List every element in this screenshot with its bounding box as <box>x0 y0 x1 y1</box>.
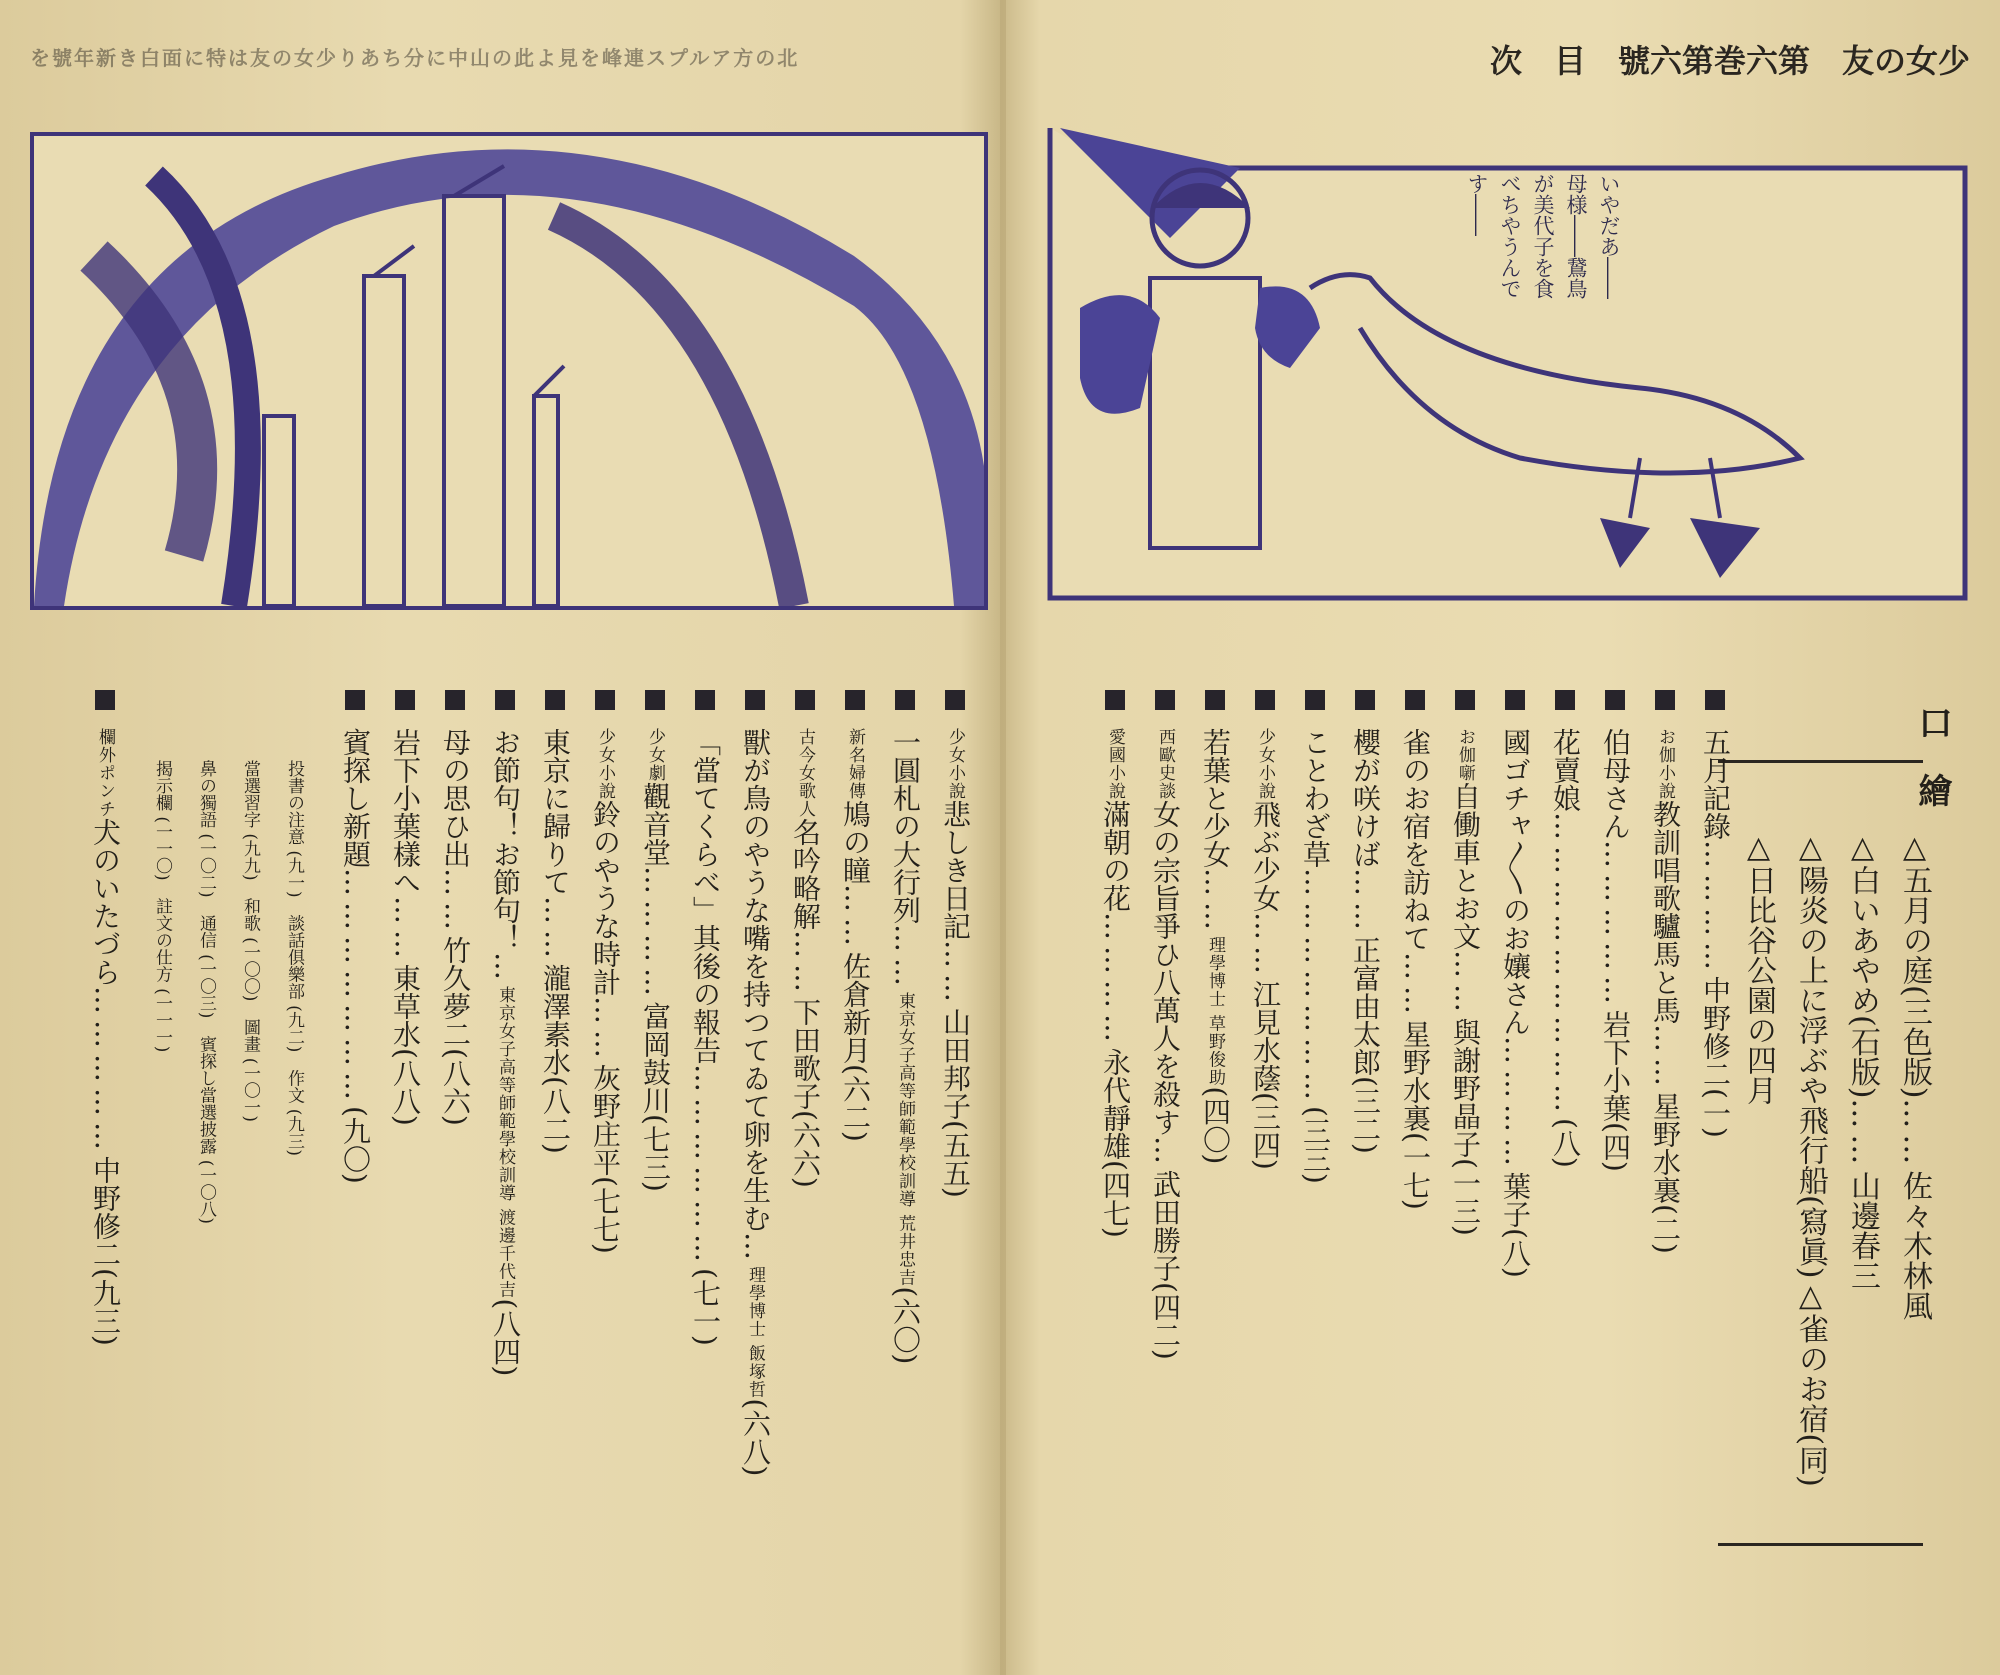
toc-entry: 櫻が咲けば……正富由太郎(三二) <box>1340 690 1390 1650</box>
header-left: 北の方アルプス連峰を見よ此の山中に分ちあり少女の友は特に面白き新年號を <box>30 46 800 70</box>
caption-line: が美代子を食 <box>1531 173 1555 299</box>
illustration-caption <box>1460 173 1625 353</box>
toc-entry: 岩下小葉樣へ……東草水(八八) <box>380 690 430 1650</box>
bullet-mark <box>495 690 515 710</box>
caption-line: べちやうんで <box>1498 173 1522 299</box>
toc-entry: 東京に歸りて……瀧澤素水(八二) <box>530 690 580 1650</box>
bullet-mark <box>695 690 715 710</box>
bullet-mark <box>1305 690 1325 710</box>
caption-line: 母様――鵞鳥 <box>1564 173 1588 299</box>
bullet-mark <box>645 690 665 710</box>
toc-entry: 五月記錄…………中野修二(一) <box>1690 690 1740 1650</box>
caption-line: いやだあ―― <box>1597 173 1621 299</box>
kuchie-heading <box>1906 705 1958 815</box>
sub-column: 當選習字 (九九) 和歌 (一〇〇) 圖畫 (一〇一) <box>240 760 260 1123</box>
kuchie-item: △日比谷公園の四月 <box>1741 830 1776 1105</box>
illustration-right <box>1040 128 1970 603</box>
bullet-mark <box>1355 690 1375 710</box>
toc-entry: 花賣娘………………………(八) <box>1540 690 1590 1650</box>
toc-entry: 獸が鳥のやうな嘴を持つてゐて卵を生む…理學博士 飯塚哲(六八) <box>730 690 780 1650</box>
bullet-mark <box>1505 690 1525 710</box>
bullet-mark <box>895 690 915 710</box>
bullet-mark <box>1155 690 1175 710</box>
toc-entry: 若葉と少女……理學博士 草野俊助(四〇) <box>1190 690 1240 1650</box>
toc-entry: ことわざ草…………………(三三) <box>1290 690 1340 1650</box>
bullet-mark <box>1705 690 1725 710</box>
bullet-mark <box>595 690 615 710</box>
kuchie-item: △白いあやめ(石版)……山邊春三 <box>1845 830 1880 1291</box>
toc-entry: お伽噺自働車とお文……與謝野晶子(一三) <box>1440 690 1490 1650</box>
toc-entry: 伯母さん……………岩下小葉(四) <box>1590 690 1640 1650</box>
bullet-mark <box>795 690 815 710</box>
toc-entry: 雀のお宿を訪ねて……星野水裏(一七) <box>1390 690 1440 1650</box>
bullet-mark <box>395 690 415 710</box>
sub-column: 投書の注意 (九一) 談話俱樂部 (九二) 作文 (九三) <box>284 760 304 1157</box>
kuchie-item: △陽炎の上に浮ぶや飛行船(寫眞)△雀のお宿(同) <box>1793 830 1828 1487</box>
bullet-mark <box>95 690 115 710</box>
kuchie-heading-text: 口 繪 <box>1912 705 1952 807</box>
bullet-mark <box>845 690 865 710</box>
toc-entry: 少女劇觀音堂…………富岡鼓川(七三) <box>630 690 680 1650</box>
toc-last-entry <box>80 690 130 1650</box>
bullet-mark <box>345 690 365 710</box>
toc-entry: お節句！お節句！…東京女子高等師範學校訓導 渡邊千代吉(八四) <box>480 690 530 1650</box>
toc-entry: 新名婦傳鳩の瞳……佐倉新月(六二) <box>830 690 880 1650</box>
page-fold <box>1000 0 1006 1675</box>
illustration-left <box>30 132 988 610</box>
bullet-mark <box>1205 690 1225 710</box>
bullet-mark <box>445 690 465 710</box>
toc-entry: 少女小說悲しき日記……山田邦子(五五) <box>930 690 980 1650</box>
bullet-mark <box>1555 690 1575 710</box>
bullet-mark <box>1405 690 1425 710</box>
toc-entry: 西歐史談女の宗旨爭ひ八萬人を殺す…武田勝子(四二) <box>1140 690 1190 1650</box>
toc-right <box>1090 690 1740 1650</box>
toc-entry: 古今女歌人名吟略解……下田歌子(六六) <box>780 690 830 1650</box>
bullet-mark <box>545 690 565 710</box>
toc-entry: 欄外ポンチ犬のいたづら……………中野修二(九三) <box>80 690 130 1650</box>
toc-entry: 「當てくらべ」其後の報告………………(七一) <box>680 690 730 1650</box>
toc-entry: 國ゴチャ〳〵のお孃さん…………葉子(八) <box>1490 690 1540 1650</box>
kuchie-list <box>1732 830 1940 1550</box>
bullet-mark <box>745 690 765 710</box>
sub-column: 鼻の獨語 (一〇二) 通信 (一〇三) 賓探し當選披露 (一〇八) <box>196 760 216 1225</box>
header-right: 少女の友 第六巻第六號 目 次 <box>1489 42 1970 80</box>
toc-left <box>330 690 980 1650</box>
sub-column: 揭示欄 (一一〇) 註文の仕方 (一一一) <box>152 760 172 1053</box>
toc-entry: 母の思ひ出……竹久夢二(八六) <box>430 690 480 1650</box>
bullet-mark <box>1655 690 1675 710</box>
kuchie-item: △五月の庭(三色版)……佐々木林風 <box>1897 830 1932 1321</box>
toc-entry: 少女小說飛ぶ少女……江見水蔭(三四) <box>1240 690 1290 1650</box>
toc-entry: 賓探し新題…………………(九〇) <box>330 690 380 1650</box>
bullet-mark <box>1605 690 1625 710</box>
toc-entry: お伽小說教訓唱歌驢馬と馬……星野水裏(二) <box>1640 690 1690 1650</box>
toc-entry: 一圓札の大行列……東京女子高等師範學校訓導 荒井忠吉(六〇) <box>880 690 930 1650</box>
toc-entry: 少女小說鈴のやうな時計……灰野庄平(七七) <box>580 690 630 1650</box>
sub-columns <box>140 760 316 1640</box>
caption-line: す―― <box>1465 173 1489 236</box>
bullet-mark <box>1255 690 1275 710</box>
toc-entry: 愛國小說滿朝の花…………永代靜雄(四七) <box>1090 690 1140 1650</box>
bullet-mark <box>1105 690 1125 710</box>
bullet-mark <box>1455 690 1475 710</box>
bullet-mark <box>945 690 965 710</box>
banana-tree-illustration <box>34 136 984 606</box>
